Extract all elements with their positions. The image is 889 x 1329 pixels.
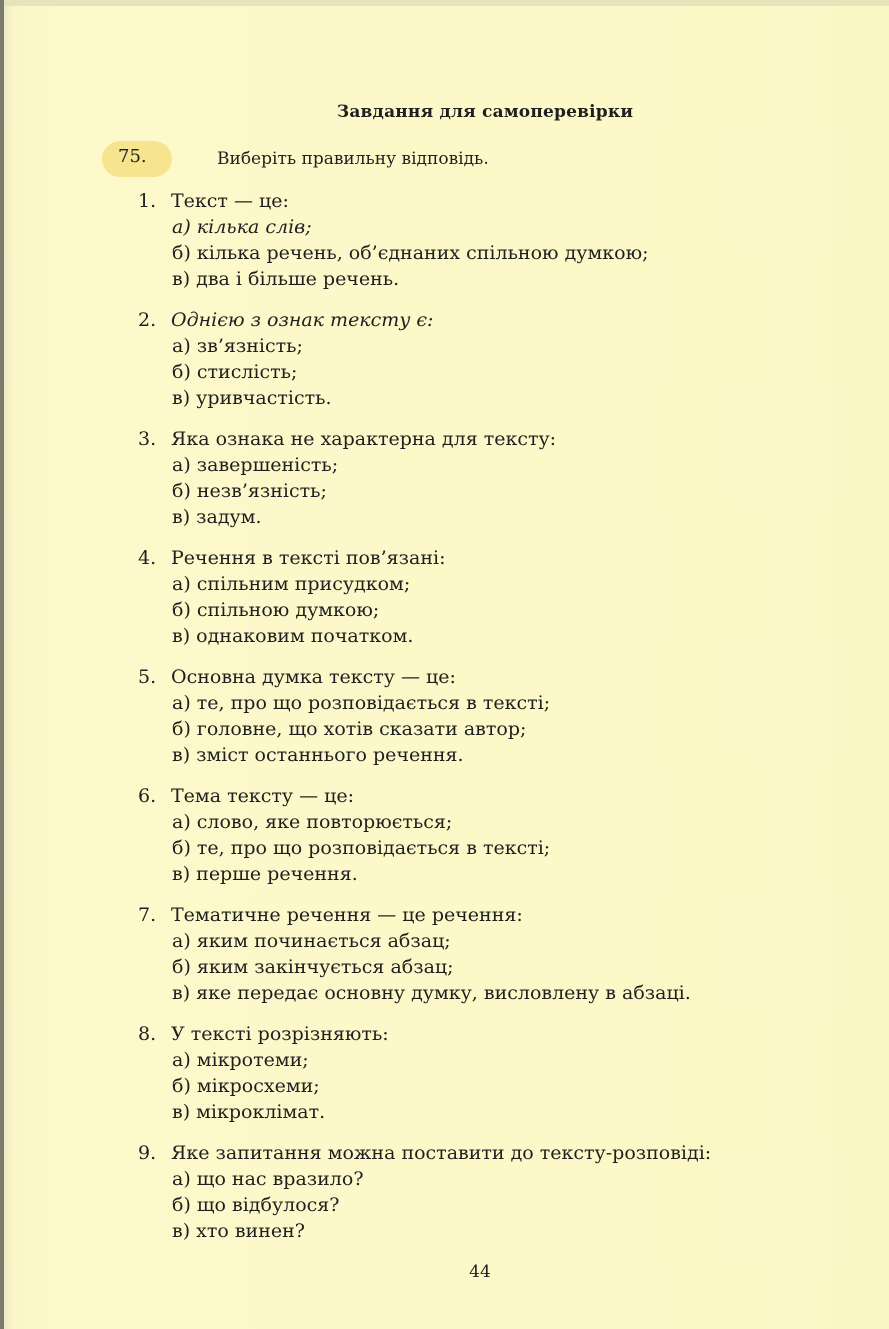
question-4	[138, 545, 858, 649]
answer-option-a: а) кілька слів;	[172, 216, 312, 238]
question-number: 7.	[138, 904, 157, 926]
question-text: Речення в тексті пов’язані:	[171, 547, 446, 569]
answer-option-c: в) задум.	[172, 506, 262, 528]
question-text: Основна думка тексту — це:	[171, 666, 456, 688]
exercise-number: 75.	[118, 146, 147, 167]
answer-option-b: б) головне, що хотів сказати автор;	[172, 718, 527, 740]
answer-option-c: в) уривчастість.	[172, 387, 332, 409]
answer-option-c: в) мікроклімат.	[172, 1101, 326, 1123]
question-6	[138, 783, 858, 887]
question-text: Однією з ознак тексту є:	[171, 309, 434, 331]
answer-option-b: б) те, про що розповідається в тексті;	[172, 837, 551, 859]
question-number: 4.	[138, 547, 157, 569]
answer-option-a: а) що нас вразило?	[172, 1168, 364, 1190]
answer-option-b: б) що відбулося?	[172, 1194, 340, 1216]
answer-option-a: а) спільним присудком;	[172, 573, 411, 595]
page-number: 44	[469, 1262, 491, 1282]
answer-option-c: в) зміст останнього речення.	[172, 744, 464, 766]
answer-option-a: а) зв’язність;	[172, 335, 303, 357]
answer-option-c: в) хто винен?	[172, 1220, 305, 1242]
answer-option-b: б) спільною думкою;	[172, 599, 380, 621]
question-text: Яке запитання можна поставити до тексту-розповіді:	[171, 1142, 712, 1164]
answer-option-a: а) завершеність;	[172, 454, 339, 476]
exercise-task: Виберіть правильну відповідь.	[217, 149, 489, 169]
question-9	[138, 1140, 858, 1244]
question-text: Тема тексту — це:	[171, 785, 354, 807]
page-top-edge	[0, 0, 889, 6]
answer-option-a: а) те, про що розповідається в тексті;	[172, 692, 551, 714]
answer-option-b: б) мікросхеми;	[172, 1075, 320, 1097]
question-text: Яка ознака не характерна для тексту:	[171, 428, 557, 450]
question-8	[138, 1021, 858, 1125]
question-5	[138, 664, 858, 768]
question-7	[138, 902, 858, 1006]
question-number: 8.	[138, 1023, 157, 1045]
question-text: Тематичне речення — це речення:	[171, 904, 523, 926]
answer-option-b: б) незв’язність;	[172, 480, 327, 502]
answer-option-b: б) кілька речень, об’єднаних спільною думкою;	[172, 242, 649, 264]
question-1	[138, 188, 858, 292]
page-left-edge	[0, 0, 4, 1329]
answer-option-c: в) однаковим початком.	[172, 625, 414, 647]
question-list	[138, 188, 858, 1259]
question-number: 2.	[138, 309, 157, 331]
question-text: У тексті розрізняють:	[171, 1023, 389, 1045]
question-2	[138, 307, 858, 411]
answer-option-a: а) слово, яке повторюється;	[172, 811, 453, 833]
section-heading: Завдання для самоперевірки	[336, 102, 634, 122]
question-number: 5.	[138, 666, 157, 688]
question-number: 1.	[138, 190, 157, 212]
answer-option-c: в) два і більше речень.	[172, 268, 400, 290]
answer-option-c: в) яке передає основну думку, висловлену в абзаці.	[172, 982, 691, 1004]
answer-option-b: б) яким закінчується абзац;	[172, 956, 454, 978]
answer-option-c: в) перше речення.	[172, 863, 358, 885]
answer-option-b: б) стислість;	[172, 361, 298, 383]
answer-option-a: а) яким починається абзац;	[172, 930, 451, 952]
question-number: 6.	[138, 785, 157, 807]
question-number: 3.	[138, 428, 157, 450]
question-text: Текст — це:	[171, 190, 289, 212]
question-number: 9.	[138, 1142, 157, 1164]
answer-option-a: а) мікротеми;	[172, 1049, 309, 1071]
question-3	[138, 426, 858, 530]
